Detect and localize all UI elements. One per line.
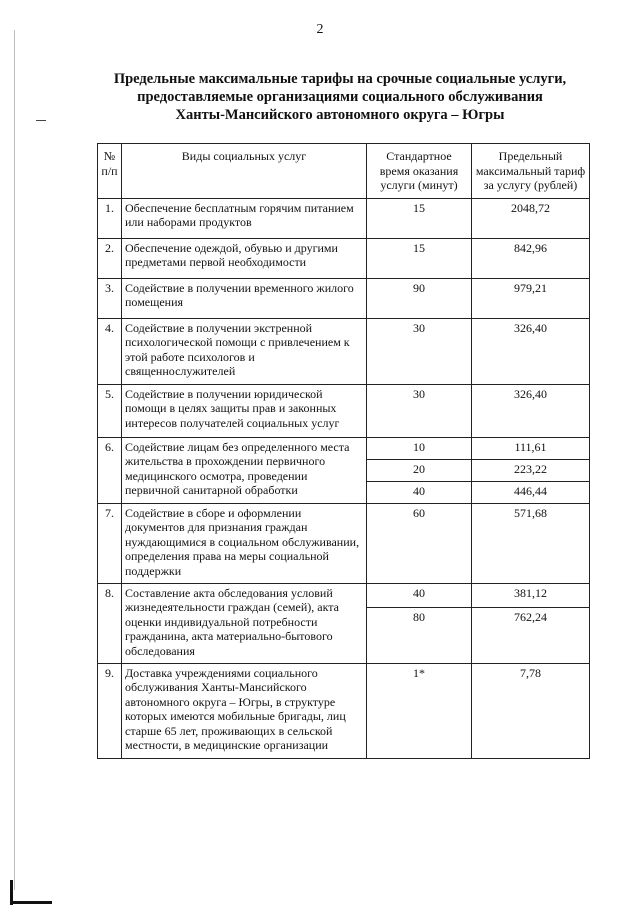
service-name: Обеспечение одеждой, обувью и другими предметами первой необходимости — [122, 238, 367, 278]
document-title — [95, 70, 585, 124]
standard-time: 15 — [367, 238, 472, 278]
title-line: предоставляемые организациями социального обслуживания — [137, 89, 543, 105]
service-name: Составление акта обследования условий жизнедеятельности граждан (семей), акта оценки индивидуальной потребности гражданина, акта материально-бытового обследования — [122, 583, 367, 663]
table-row — [98, 437, 590, 459]
header-standard-time: Стандартное время оказания услуги (минут) — [367, 144, 472, 199]
row-number: 8. — [98, 583, 122, 663]
max-tariff: 223,22 — [472, 459, 590, 481]
scan-margin-line — [14, 30, 15, 890]
table-row — [98, 198, 590, 238]
row-number: 4. — [98, 318, 122, 384]
table-row — [98, 503, 590, 583]
standard-time: 60 — [367, 503, 472, 583]
max-tariff: 326,40 — [472, 318, 590, 384]
table-body — [98, 198, 590, 758]
scan-dash-mark — [36, 120, 46, 121]
service-name: Обеспечение бесплатным горячим питанием или наборами продуктов — [122, 198, 367, 238]
service-name: Содействие лицам без определенного места жительства в прохождении первичного медицинского осмотра, проведении первичной санитарной обработки — [122, 437, 367, 503]
service-name: Доставка учреждениями социального обслуживания Ханты-Мансийского автономного округа – Югры, в структуре которых имеются мобильные бригады, лиц старше 65 лет, проживающих в сельской местности, в медицинские организации — [122, 663, 367, 758]
max-tariff: 111,61 — [472, 437, 590, 459]
table-row — [98, 318, 590, 384]
service-name: Содействие в сборе и оформлении документов для признания граждан нуждающимися в социальном обслуживании, определения права на меры социальной поддержки — [122, 503, 367, 583]
max-tariff: 326,40 — [472, 384, 590, 437]
service-name: Содействие в получении временного жилого помещения — [122, 278, 367, 318]
max-tariff: 381,12 — [472, 583, 590, 607]
standard-time: 30 — [367, 384, 472, 437]
header-num-line: № — [103, 149, 116, 163]
standard-time: 80 — [367, 607, 472, 663]
title-line: Предельные максимальные тарифы на срочные социальные услуги, — [113, 71, 567, 87]
table-header-row — [98, 144, 590, 199]
header-num-line: п/п — [101, 163, 118, 178]
table-row — [98, 384, 590, 437]
standard-time: 30 — [367, 318, 472, 384]
max-tariff: 762,24 — [472, 607, 590, 663]
max-tariff: 7,78 — [472, 663, 590, 758]
row-number: 5. — [98, 384, 122, 437]
service-name: Содействие в получении юридической помощи в целях защиты прав и законных интересов получателей социальных услуг — [122, 384, 367, 437]
standard-time: 20 — [367, 459, 472, 481]
standard-time: 15 — [367, 198, 472, 238]
table-row — [98, 278, 590, 318]
title-line: Ханты-Мансийского автономного округа – Югры — [175, 107, 505, 123]
header-max-tariff: Предельный максимальный тариф за услугу (рублей) — [472, 144, 590, 199]
max-tariff: 979,21 — [472, 278, 590, 318]
standard-time: 40 — [367, 583, 472, 607]
row-number: 2. — [98, 238, 122, 278]
table-row — [98, 663, 590, 758]
standard-time: 40 — [367, 481, 472, 503]
max-tariff: 842,96 — [472, 238, 590, 278]
row-number: 1. — [98, 198, 122, 238]
max-tariff: 446,44 — [472, 481, 590, 503]
row-number: 7. — [98, 503, 122, 583]
scan-corner-mark — [10, 901, 52, 904]
max-tariff: 571,68 — [472, 503, 590, 583]
header-service-name: Виды социальных услуг — [122, 144, 367, 199]
row-number: 9. — [98, 663, 122, 758]
row-number: 3. — [98, 278, 122, 318]
table-row — [98, 238, 590, 278]
row-number: 6. — [98, 437, 122, 503]
standard-time: 1* — [367, 663, 472, 758]
standard-time: 90 — [367, 278, 472, 318]
page-number: 2 — [316, 22, 324, 37]
header-num — [98, 144, 122, 199]
tariffs-table — [97, 143, 590, 759]
standard-time: 10 — [367, 437, 472, 459]
max-tariff: 2048,72 — [472, 198, 590, 238]
table-row — [98, 583, 590, 607]
service-name: Содействие в получении экстренной психологической помощи с привлечением к этой работе психологов и священнослужителей — [122, 318, 367, 384]
